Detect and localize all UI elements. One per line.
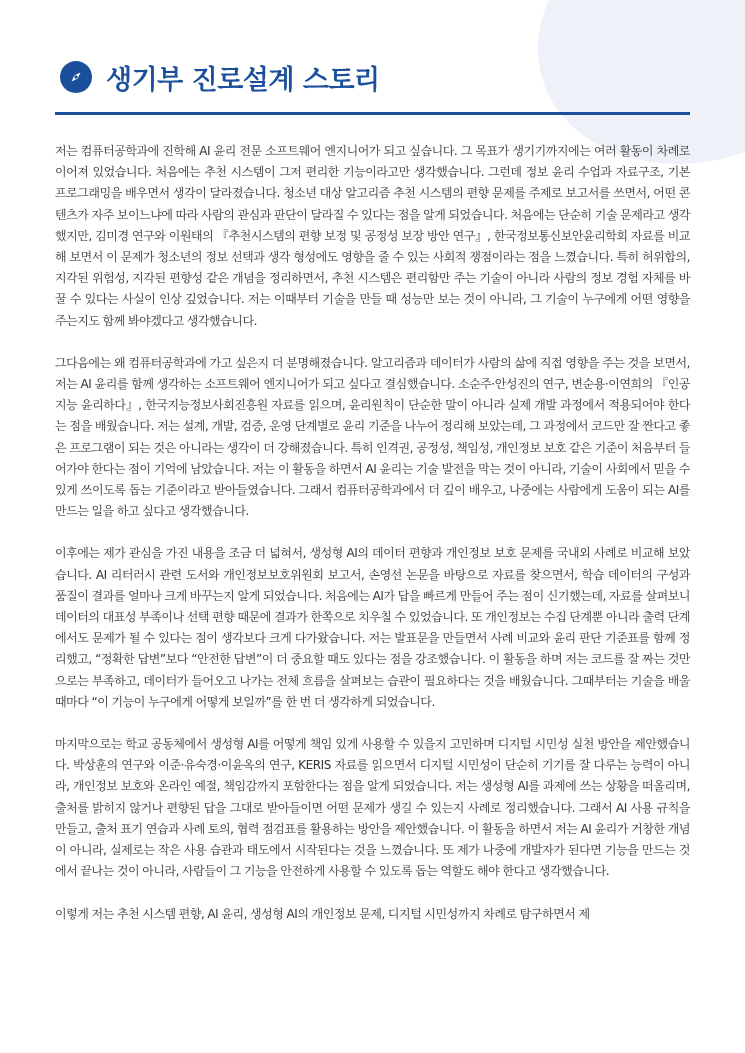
paragraph-1: 저는 컴퓨터공학과에 진학해 AI 윤리 전문 소프트웨어 엔지니어가 되고 싶습니다. 그 목표가 생기기까지에는 여러 활동이 차례로 이어져 있었습니다. 처음에는 추천 시스템이 그저 편리한 기능이라고만 생각했습니다. 그런데 정보 윤리 수업과 자료구조, 기본 프로그래밍을 배우면서 생각이 달라졌습니다. 청소년 대상 알고리즘 추천 시스템의 편향 문제를 주제로 보고서를 쓰면서, 어떤 콘텐츠가 자주 보이느냐에 따라 사람의 관심과 판단이 달라질 수 있다는 점을 알게 되었습니다. 처음에는 단순히 기술 문제라고 생각했지만, 김미경 연구와 이원태의 『추천시스템의 편향 보정 및 공정성 보장 방안 연구』, 한국정보통신보안윤리학회 자료를 비교해 보면서 이 문제가 청소년의 정보 선택과 생각 형성에도 영향을 줄 수 있는 사회적 쟁점이라는 점을 느꼈습니다. 특히 허위합의, 지각된 위험성, 지각된 편향성 같은 개념을 정리하면서, 추천 시스템은 편리함만 주는 기술이 아니라 사람의 정보 경험 자체를 바꿀 수 있다는 사실이 인상 깊었습니다. 저는 이때부터 기술을 만들 때 성능만 보는 것이 아니라, 그 기술이 누구에게 어떤 영향을 주는지도 함께 봐야겠다고 생각했습니다. [55, 144, 690, 328]
paragraph-2: 그다음에는 왜 컴퓨터공학과에 가고 싶은지 더 분명해졌습니다. 알고리즘과 데이터가 사람의 삶에 직접 영향을 주는 것을 보면서, 저는 AI 윤리를 함께 생각하는 소프트웨어 엔지니어가 되고 싶다고 결심했습니다. 소순주·안성진의 연구, 변순용·이연희의 『인공지능 윤리하다』, 한국지능정보사회진흥원 자료를 읽으며, 윤리원칙이 단순한 말이 아니라 실제 개발 과정에서 적용되어야 한다는 점을 배웠습니다. 저는 설계, 개발, 검증, 운영 단계별로 윤리 기준을 나누어 정리해 보았는데, 그 과정에서 코드만 잘 짠다고 좋은 프로그램이 되는 것은 아니라는 생각이 더 강해졌습니다. 특히 인격권, 공정성, 책임성, 개인정보 보호 같은 기준이 처음부터 들어가야 한다는 점이 기억에 남았습니다. 저는 이 활동을 하면서 AI 윤리는 기술 발전을 막는 것이 아니라, 기술이 사회에서 믿을 수 있게 쓰이도록 돕는 기준이라고 받아들였습니다. 그래서 컴퓨터공학과에서 더 깊이 배우고, 나중에는 사람에게 도움이 되는 AI를 만드는 일을 하고 싶다고 생각했습니다. [55, 355, 691, 519]
compass-icon [60, 61, 92, 93]
page-title: 생기부 진로설계 스토리 [106, 64, 380, 96]
document-page [0, 50, 745, 925]
header [55, 50, 690, 104]
paragraph-5: 이렇게 저는 추천 시스템 편향, AI 윤리, 생성형 AI의 개인정보 문제, 디지털 시민성까지 차례로 탐구하면서 제 [55, 906, 590, 921]
title-divider [55, 112, 690, 115]
paragraph-4: 마지막으로는 학교 공동체에서 생성형 AI를 어떻게 책임 있게 사용할 수 있을지 고민하며 디지털 시민성 실천 방안을 제안했습니다. 박상훈의 연구와 이준·유숙경·이윤옥의 연구, KERIS 자료를 읽으면서 디지털 시민성이 단순히 기기를 잘 다루는 능력이 아니라, 개인정보 보호와 온라인 예절, 책임감까지 포함한다는 점을 알게 되었습니다. 저는 생성형 AI를 과제에 쓰는 상황을 떠올리며, 출처를 밝히지 않거나 편향된 답을 그대로 받아들이면 어떤 문제가 생길 수 있는지 사례로 정리했습니다. 그래서 AI 사용 규칙을 만들고, 출처 표기 연습과 사례 토의, 협력 점검표를 활용하는 방안을 제안했습니다. 이 활동을 하면서 저는 AI 윤리가 거창한 개념이 아니라, 실제로는 작은 사용 습관과 태도에서 시작된다는 것을 느꼈습니다. 또 제가 나중에 개발자가 된다면 기능을 만드는 것에서 끝나는 것이 아니라, 사람들이 그 기능을 안전하게 사용할 수 있도록 돕는 역할도 해야 한다고 생각했습니다. [55, 737, 690, 879]
paragraph-3: 이후에는 제가 관심을 가진 내용을 조금 더 넓혀서, 생성형 AI의 데이터 편향과 개인정보 보호 문제를 국내외 사례로 비교해 보았습니다. AI 리터러시 관련 도서와 개인정보보호위원회 보고서, 손영선 논문을 바탕으로 자료를 찾으면서, 학습 데이터의 구성과 품질이 결과를 얼마나 크게 바꾸는지 알게 되었습니다. 처음에는 AI가 답을 빠르게 만들어 주는 점이 신기했는데, 자료를 살펴보니 데이터의 대표성 부족이나 선택 편향 때문에 결과가 한쪽으로 치우칠 수 있었습니다. 또 개인정보는 수집 단계뿐 아니라 출력 단계에서도 문제가 될 수 있다는 점이 생각보다 크게 다가왔습니다. 저는 발표문을 만들면서 사례 비교와 윤리 판단 기준표를 함께 정리했고, “정확한 답변”보다 “안전한 답변”이 더 중요할 때도 있다는 점을 강조했습니다. 이 활동을 하며 저는 코드를 잘 짜는 것만으로는 부족하고, 데이터가 들어오고 나가는 전체 흐름을 살펴보는 습관이 필요하다는 것을 배웠습니다. 그때부터는 기술을 배울 때마다 “이 기능이 누구에게 어떻게 보일까”를 한 번 더 생각하게 되었습니다. [55, 546, 690, 709]
